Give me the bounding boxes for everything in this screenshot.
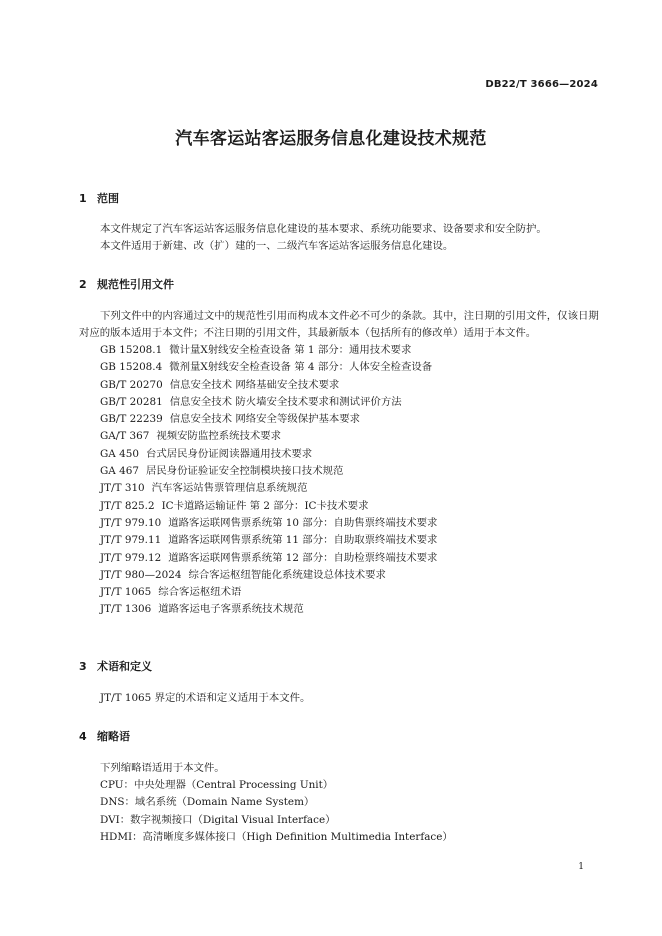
section-number: 3 (79, 660, 87, 673)
section-title: 规范性引用文件 (97, 278, 174, 291)
reference-item (100, 428, 603, 445)
section-2-body (79, 308, 603, 619)
reference-item (100, 411, 603, 428)
section-3-body (79, 690, 603, 707)
reference-item (100, 498, 603, 515)
reference-title: 居民身份证验证安全控制模块接口技术规范 (145, 465, 344, 478)
reference-code: JT/T 979.11 (100, 534, 162, 547)
reference-title: 汽车客运站售票管理信息系统规范 (151, 482, 308, 495)
paragraph: JT/T 1065 界定的术语和定义适用于本文件。 (100, 692, 311, 704)
reference-item (100, 480, 603, 497)
section-number: 2 (79, 278, 87, 291)
abbreviation-item: CPU：中央处理器（Central Processing Unit） (100, 779, 334, 791)
section-4-body (79, 760, 603, 846)
reference-title: 综合客运枢纽术语 (158, 586, 242, 599)
section-3-heading (79, 658, 152, 674)
page-number: 1 (578, 862, 584, 872)
reference-code: GB 15208.1 (100, 344, 163, 356)
reference-title: 道路客运联网售票系统第 12 部分：自助检票终端技术要求 (168, 551, 438, 564)
reference-item (100, 342, 603, 359)
reference-item (100, 394, 603, 411)
reference-code: JT/T 1306 (100, 603, 152, 616)
reference-code: GB/T 22239 (100, 413, 163, 426)
reference-item (100, 532, 603, 549)
abbreviation-item: HDMI：高清晰度多媒体接口（High Definition Multimedia Interface） (100, 830, 453, 843)
reference-title: IC卡道路运输证件 第 2 部分：IC卡技术要求 (161, 499, 369, 512)
reference-item (100, 601, 603, 618)
reference-title: 道路客运联网售票系统第 11 部分：自助取票终端技术要求 (168, 534, 438, 547)
reference-item (100, 463, 603, 480)
section-number: 1 (79, 192, 87, 205)
reference-title: 信息安全技术 网络安全等级保护基本要求 (169, 413, 361, 426)
reference-title: 视频安防监控系统技术要求 (156, 430, 282, 443)
reference-code: GB/T 20281 (100, 395, 163, 408)
section-number: 4 (79, 730, 87, 743)
reference-code: JT/T 310 (100, 482, 145, 495)
section-4-heading (79, 728, 130, 744)
reference-title: 道路客运联网售票系统第 10 部分：自助售票终端技术要求 (168, 516, 438, 529)
reference-code: JT/T 825.2 (100, 499, 155, 512)
reference-title: 微计量X射线安全检查设备 第 1 部分：通用技术要求 (169, 344, 412, 356)
reference-code: GB 15208.4 (100, 361, 163, 374)
reference-code: GA/T 367 (100, 430, 150, 443)
paragraph: 下列文件中的内容通过文中的规范性引用而构成本文件必不可少的条款。其中，注日期的引用文件，仅该日期对应的版本适用于本文件；不注日期的引用文件，其最新版本（包括所有的修改单）适用于本文件。 (79, 310, 599, 339)
reference-code: JT/T 1065 (100, 586, 152, 599)
reference-title: 微剂量X射线安全检查设备 第 4 部分：人体安全检查设备 (169, 361, 433, 374)
reference-code: GB/T 20270 (100, 378, 163, 391)
reference-title: 道路客运电子客票系统技术规范 (158, 603, 304, 616)
section-1-body (79, 221, 603, 255)
reference-item (100, 446, 603, 463)
reference-item (100, 584, 603, 601)
section-title: 范围 (97, 192, 119, 205)
paragraph: 下列缩略语适用于本文件。 (100, 762, 225, 774)
abbreviation-item: DNS：域名系统（Domain Name System） (100, 796, 315, 809)
reference-item (100, 550, 603, 567)
reference-code: JT/T 979.10 (100, 516, 162, 529)
standard-code: DB22/T 3666—2024 (485, 79, 598, 90)
reference-code: JT/T 979.12 (100, 551, 162, 564)
reference-item (100, 515, 603, 532)
reference-item (100, 377, 603, 394)
reference-code: JT/T 980—2024 (100, 568, 182, 581)
document-title: 汽车客运站客运服务信息化建设技术规范 (175, 129, 487, 149)
section-title: 缩略语 (97, 730, 130, 743)
section-2-heading (79, 276, 174, 292)
abbreviation-list (79, 777, 603, 846)
paragraph: 本文件规定了汽车客运站客运服务信息化建设的基本要求、系统功能要求、设备要求和安全防护。 (100, 223, 547, 235)
abbreviation-item: DVI：数字视频接口（Digital Visual Interface） (100, 813, 336, 826)
reference-title: 信息安全技术 防火墙安全技术要求和测试评价方法 (169, 395, 402, 408)
reference-code: GA 467 (100, 465, 139, 478)
reference-list (79, 342, 603, 619)
reference-title: 台式居民身份证阅读器通用技术要求 (145, 447, 313, 460)
section-title: 术语和定义 (97, 660, 152, 673)
reference-title: 综合客运枢纽智能化系统建设总体技术要求 (188, 568, 386, 581)
reference-title: 信息安全技术 网络基础安全技术要求 (169, 378, 340, 391)
section-1-heading (79, 190, 119, 206)
reference-item (100, 567, 603, 584)
reference-code: GA 450 (100, 447, 139, 460)
reference-item (100, 359, 603, 376)
paragraph: 本文件适用于新建、改（扩）建的一、二级汽车客运站客运服务信息化建设。 (100, 240, 454, 252)
